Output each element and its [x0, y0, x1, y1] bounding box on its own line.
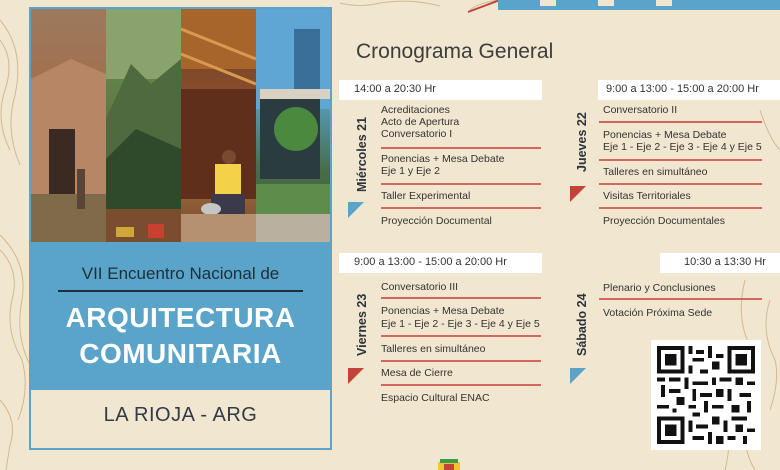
separator	[599, 159, 762, 161]
logo-icon	[436, 458, 462, 470]
photo-worker	[181, 9, 256, 242]
separator	[599, 183, 762, 185]
time-pill-fri: 9:00 a 13:00 - 15:00 a 20:00 Hr	[339, 253, 542, 273]
event-thu-4: Talleres en simultáneo	[603, 166, 708, 178]
event-fri-6: Espacio Cultural ENAC	[381, 392, 490, 404]
event-thu-5: Visitas Territoriales	[603, 190, 691, 202]
event-sat-1: Plenario y Conclusiones	[603, 282, 716, 294]
separator	[381, 147, 541, 149]
poster-title-panel	[31, 242, 330, 390]
day-label-thu: Jueves 22	[575, 112, 589, 172]
photo-modern-building	[256, 9, 330, 242]
event-fri-5: Mesa de Cierre	[381, 367, 453, 379]
separator	[599, 298, 762, 300]
day-marker-fri	[348, 368, 364, 384]
event-wed-6: Taller Experimental	[381, 190, 471, 202]
time-pill-thu: 9:00 a 13:00 - 15:00 a 20:00 Hr	[598, 80, 780, 100]
event-thu-3: Eje 1 - Eje 2 - Eje 3 - Eje 4 y Eje 5	[603, 141, 762, 153]
time-pill-sat: 10:30 a 13:30 Hr	[660, 253, 780, 273]
event-fri-4: Talleres en simultáneo	[381, 343, 486, 355]
event-wed-5: Eje 1 y Eje 2	[381, 165, 440, 177]
separator	[381, 384, 541, 386]
day-label-fri: Viernes 23	[355, 293, 369, 356]
event-fri-1: Conversatorio III	[381, 281, 459, 293]
event-wed-2: Acto de Apertura	[381, 116, 460, 128]
day-label-wed: Miércoles 21	[355, 116, 369, 192]
separator	[381, 297, 541, 299]
photo-collage	[31, 9, 330, 242]
photo-mountains	[106, 9, 181, 242]
day-label-sat: Sábado 24	[575, 293, 589, 356]
poster-subtitle: VII Encuentro Nacional de	[81, 264, 280, 283]
poster-title-divider	[58, 290, 303, 292]
event-poster	[29, 7, 332, 450]
event-wed-7: Proyección Documental	[381, 215, 492, 227]
event-thu-6: Proyección Documentales	[603, 215, 725, 227]
top-banner	[498, 0, 780, 10]
event-sat-2: Votación Próxima Sede	[603, 307, 713, 319]
poster-title-line2: COMUNITARIA	[79, 338, 282, 369]
separator	[381, 207, 541, 209]
separator	[381, 360, 541, 362]
poster-title-line1: ARQUITECTURA	[65, 302, 296, 333]
separator	[599, 207, 762, 209]
qr-code-icon[interactable]	[651, 340, 761, 450]
event-thu-2: Ponencias + Mesa Debate	[603, 129, 727, 141]
day-marker-wed	[348, 202, 364, 218]
photo-adobe-house	[31, 9, 106, 242]
event-wed-4: Ponencias + Mesa Debate	[381, 153, 505, 165]
event-fri-3: Eje 1 - Eje 2 - Eje 3 - Eje 4 y Eje 5	[381, 318, 540, 330]
separator	[381, 183, 541, 185]
event-fri-2: Ponencias + Mesa Debate	[381, 305, 505, 317]
day-marker-sat	[570, 368, 586, 384]
time-pill-wed: 14:00 a 20:30 Hr	[339, 80, 542, 100]
schedule-title: Cronograma General	[356, 40, 554, 63]
event-wed-1: Acreditaciones	[381, 104, 450, 116]
day-marker-thu	[570, 186, 586, 202]
poster-location: LA RIOJA - ARG	[103, 404, 258, 426]
event-thu-1: Conversatorio II	[603, 104, 678, 116]
event-wed-3: Conversatorio I	[381, 128, 453, 140]
separator	[381, 335, 541, 337]
separator	[599, 121, 762, 123]
